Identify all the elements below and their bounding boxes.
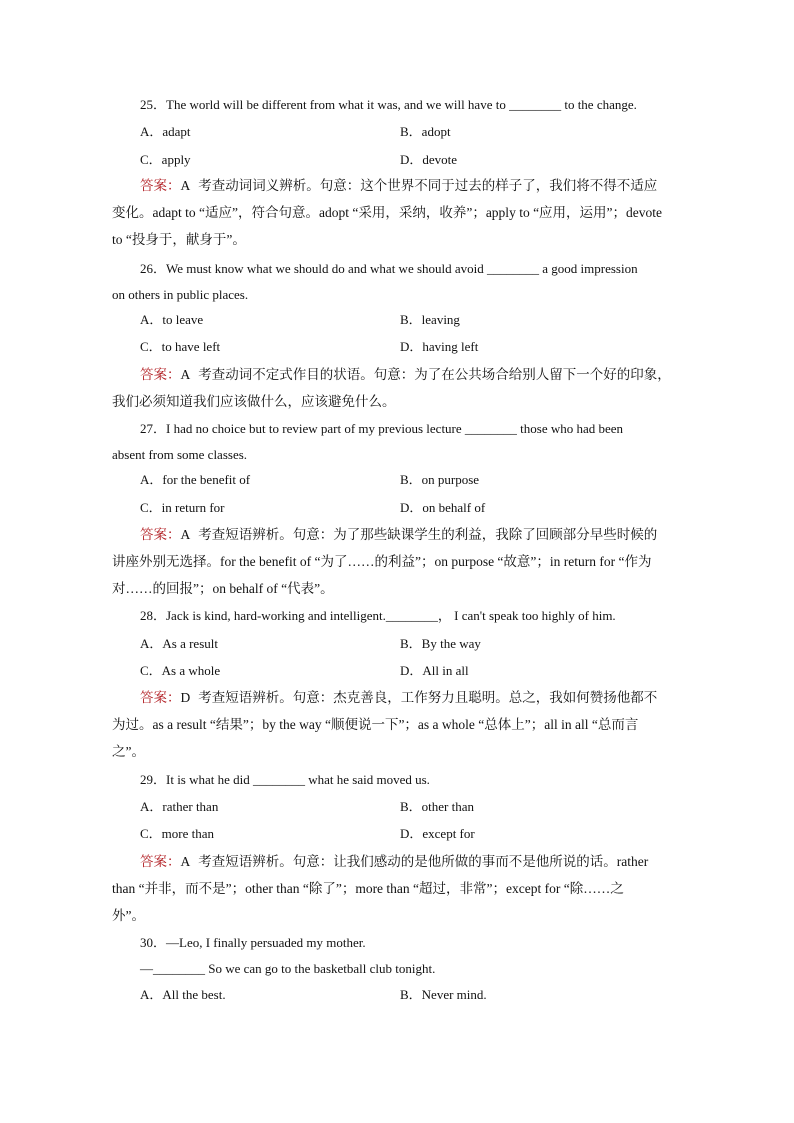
answer-line: 变化。adapt to “适应”，符合句意。adopt “采用，采纳，收养”；apply to “应用，运用”；devote [112,205,663,220]
question-25-stem: 25．The world will be different from what it was, and we will have to ________ to the change. [140,97,637,112]
answer-line: to “投身于，献身于”。 [112,232,246,247]
q28-answer [112,684,682,765]
q27-option-a: A．for the benefit of [140,472,251,487]
q25-option-c: C．apply [140,152,191,167]
q29-option-b: B．other than [400,799,475,814]
answer-line: 考查短语辨析。句意：让我们感动的是他所做的事而不是他所说的话。rather [198,854,649,869]
q25-option-d: D．devote [400,152,458,167]
answer-line: 之”。 [112,744,145,759]
q26-answer [112,361,682,415]
answer-key: A [180,178,191,193]
answer-line: 为过。as a result “结果”；by the way “顺便说一下”；as a whole “总体上”；all in all “总而言 [112,717,639,732]
q28-option-d: D．All in all [400,663,469,678]
answer-line: 讲座外别无选择。for the benefit of “为了……的利益”；on purpose “故意”；in return for “作为 [112,554,652,569]
q28-option-a: A．As a result [140,636,218,651]
answer-key: A [180,527,191,542]
q29-answer [112,848,682,929]
question-30-stem: 30．—Leo, I finally persuaded my mother. [140,935,366,950]
answer-tag: 答案： [140,854,181,869]
answer-line: 我们必须知道我们应该做什么，应该避免什么。 [112,394,396,409]
question-27-stem-cont: absent from some classes. [112,447,248,462]
q27-option-c: C．in return for [140,500,225,515]
answer-line: 考查短语辨析。句意：杰克善良，工作努力且聪明。总之，我如何赞扬他都不 [198,690,658,705]
answer-tag: 答案： [140,690,181,705]
q25-option-a: A．adapt [140,124,191,139]
q29-option-a: A．rather than [140,799,219,814]
q27-answer [112,521,682,602]
q30-option-b: B．Never mind. [400,987,487,1002]
q26-option-a: A．to leave [140,312,204,327]
q26-option-b: B．leaving [400,312,460,327]
answer-line: 考查动词不定式作目的状语。句意：为了在公共场合给别人留下一个好的印象， [198,367,671,382]
answer-tag: 答案： [140,527,181,542]
q26-option-c: C．to have left [140,339,221,354]
answer-tag: 答案： [140,178,181,193]
answer-tag: 答案： [140,367,181,382]
q28-option-c: C．As a whole [140,663,221,678]
answer-key: A [180,367,191,382]
answer-line: 考查动词词义辨析。句意：这个世界不同于过去的样子了，我们将不得不适应 [198,178,658,193]
q29-option-c: C．more than [140,826,215,841]
question-28-stem: 28．Jack is kind, hard-working and intelligent.________， I can't speak too highly of him. [140,608,616,623]
q27-option-b: B．on purpose [400,472,480,487]
answer-line: than “并非，而不是”；other than “除了”；more than “超过，非常”；except for “除……之 [112,881,624,896]
question-26-stem: 26．We must know what we should do and what we should avoid ________ a good impression [140,261,638,276]
question-26-stem-cont: on others in public places. [112,287,249,302]
answer-line: 外”。 [112,908,145,923]
q27-option-d: D．on behalf of [400,500,486,515]
q30-option-a: A．All the best. [140,987,226,1002]
q28-option-b: B．By the way [400,636,481,651]
q25-answer [112,172,682,253]
question-29-stem: 29．It is what he did ________ what he said moved us. [140,772,430,787]
answer-key: D [180,690,191,705]
q26-option-d: D．having left [400,339,479,354]
q25-option-b: B．adopt [400,124,451,139]
answer-line: 考查短语辨析。句意：为了那些缺课学生的利益，我除了回顾部分早些时候的 [198,527,658,542]
question-27-stem: 27．I had no choice but to review part of my previous lecture ________ those who had been [140,421,624,436]
q29-option-d: D．except for [400,826,475,841]
answer-key: A [180,854,191,869]
question-30-stem-cont: —________ So we can go to the basketball club tonight. [140,961,436,976]
answer-line: 对……的回报”；on behalf of “代表”。 [112,581,334,596]
